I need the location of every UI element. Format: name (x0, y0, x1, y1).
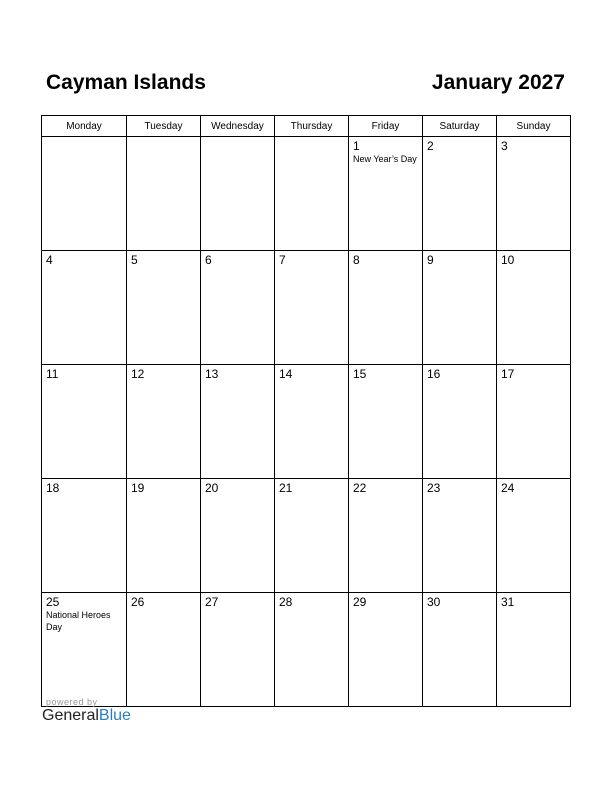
calendar-day-cell (497, 593, 571, 707)
calendar-week-row (42, 137, 571, 251)
day-number: 23 (427, 481, 441, 495)
day-number: 18 (46, 481, 60, 495)
day-number: 22 (353, 481, 367, 495)
calendar-day-cell (127, 479, 201, 593)
day-number: 10 (501, 253, 515, 267)
generalblue-logo (42, 707, 131, 725)
calendar-day-cell (497, 365, 571, 479)
calendar-day-cell (423, 593, 497, 707)
weekday-header-friday: Friday (349, 116, 423, 137)
calendar-day-cell (497, 479, 571, 593)
day-number: 29 (353, 595, 367, 609)
day-number: 30 (427, 595, 441, 609)
calendar-day-cell (201, 137, 275, 251)
calendar-day-cell (127, 251, 201, 365)
day-number: 12 (131, 367, 145, 381)
weekday-header-thursday: Thursday (275, 116, 349, 137)
calendar-day-cell (275, 137, 349, 251)
holiday-label: National Heroes Day (46, 610, 111, 632)
calendar-day-cell (42, 137, 127, 251)
calendar-day-cell (423, 137, 497, 251)
calendar-day-cell (201, 365, 275, 479)
day-number: 1 (353, 139, 360, 153)
day-number: 13 (205, 367, 219, 381)
day-number: 2 (427, 139, 434, 153)
day-number: 5 (131, 253, 138, 267)
calendar-day-cell (497, 251, 571, 365)
calendar-day-cell (275, 593, 349, 707)
day-number: 27 (205, 595, 219, 609)
day-number: 11 (46, 367, 59, 381)
day-number: 14 (279, 367, 293, 381)
calendar-day-cell (275, 251, 349, 365)
day-number: 15 (353, 367, 367, 381)
calendar-day-cell (201, 479, 275, 593)
calendar-week-row (42, 479, 571, 593)
day-number: 24 (501, 481, 515, 495)
brand-general-text: General (42, 707, 99, 724)
day-number: 20 (205, 481, 219, 495)
calendar-body (42, 137, 571, 707)
weekday-header-wednesday: Wednesday (201, 116, 275, 137)
calendar-day-cell (127, 593, 201, 707)
day-number: 8 (353, 253, 360, 267)
calendar-day-cell (349, 479, 423, 593)
powered-by-text: powered by (46, 697, 98, 707)
day-number: 3 (501, 139, 508, 153)
day-number: 9 (427, 253, 434, 267)
calendar-day-cell (42, 251, 127, 365)
day-number: 4 (46, 253, 53, 267)
brand-blue-text: Blue (98, 707, 131, 724)
day-number: 25 (46, 595, 60, 609)
calendar-week-row (42, 365, 571, 479)
weekday-header-row (42, 116, 571, 137)
weekday-header-monday: Monday (42, 116, 127, 137)
calendar-week-row (42, 251, 571, 365)
weekday-header-sunday: Sunday (497, 116, 571, 137)
calendar-day-cell (42, 479, 127, 593)
day-number: 21 (279, 481, 293, 495)
day-number: 28 (279, 595, 293, 609)
calendar-day-cell (349, 593, 423, 707)
calendar-day-cell (42, 365, 127, 479)
calendar-day-cell (127, 365, 201, 479)
calendar-day-cell (127, 137, 201, 251)
day-number: 16 (427, 367, 441, 381)
calendar-week-row (42, 593, 571, 707)
weekday-header-saturday: Saturday (423, 116, 497, 137)
calendar-day-cell (275, 365, 349, 479)
calendar-day-cell (423, 479, 497, 593)
calendar-day-cell (201, 251, 275, 365)
calendar-grid (41, 115, 571, 707)
calendar-month-title: January 2027 (431, 71, 565, 94)
holiday-label: New Year’s Day (353, 154, 417, 164)
day-number: 19 (131, 481, 145, 495)
day-number: 31 (501, 595, 515, 609)
calendar-day-cell (201, 593, 275, 707)
calendar-day-cell (423, 365, 497, 479)
calendar-day-cell (349, 365, 423, 479)
calendar-day-cell (423, 251, 497, 365)
calendar-day-cell (497, 137, 571, 251)
calendar-day-cell (42, 593, 127, 707)
calendar-day-cell (349, 251, 423, 365)
day-number: 17 (501, 367, 515, 381)
calendar-day-cell (275, 479, 349, 593)
day-number: 7 (279, 253, 286, 267)
weekday-header-tuesday: Tuesday (127, 116, 201, 137)
footer-branding (42, 697, 131, 725)
calendar-day-cell (349, 137, 423, 251)
day-number: 6 (205, 253, 212, 267)
day-number: 26 (131, 595, 145, 609)
calendar-country-title: Cayman Islands (46, 71, 206, 94)
